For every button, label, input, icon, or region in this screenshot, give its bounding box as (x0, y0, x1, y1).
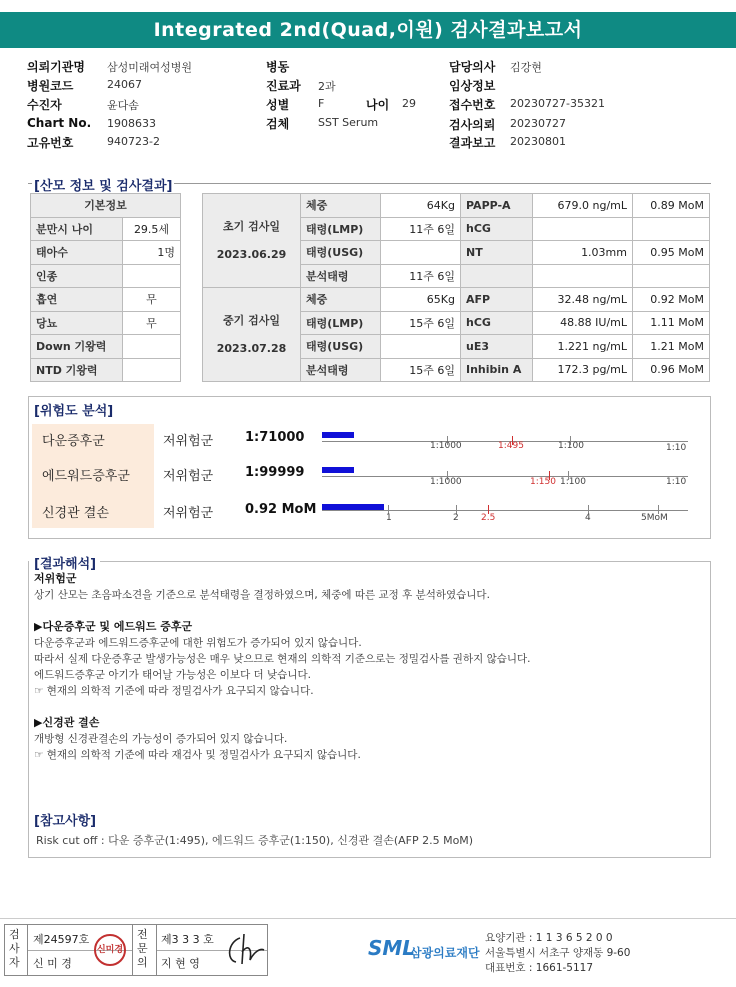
request-value: 20230727 (510, 117, 566, 130)
edwards-axis (322, 476, 688, 477)
org-code: 요양기관 : 1 1 3 6 5 2 0 0 (485, 932, 613, 944)
sex-label: 성별 (266, 98, 290, 112)
specimen-value: SST Serum (318, 116, 379, 129)
basic-info-title: 기본정보 (31, 194, 181, 218)
maternal-section-title: [산모 정보 및 검사결과] (32, 175, 174, 194)
code-value: 24067 (107, 78, 142, 91)
edwards-syndrome-label: 에드워드증후군 (42, 469, 130, 484)
table-row: 태령(LMP) 11주 6일 hCG (203, 217, 710, 241)
doctor-label: 담당의사 (449, 60, 496, 74)
down-bar (322, 432, 354, 438)
receipt-value: 20230727-35321 (510, 97, 605, 110)
ntd-tick-4: 4 (585, 513, 591, 523)
edwards-value: 1:99999 (245, 465, 305, 480)
down-tick-1000: 1:1000 (430, 441, 462, 451)
receipt-label: 접수번호 (449, 98, 496, 112)
down-value: 1:71000 (245, 430, 305, 445)
edwards-group: 저위험군 (163, 469, 214, 484)
reference-text: Risk cut off : 다운 증후군(1:495), 에드워드 증후군(1:150), 신경관 결손(AFP 2.5 MoM) (36, 834, 474, 847)
down-tick-cutoff: 1:495 (498, 441, 524, 451)
interp-group: 저위험군 (34, 572, 77, 585)
sex-value: F (318, 97, 325, 110)
table-row: 태아수 1명 (31, 241, 181, 265)
edwards-tick-cutoff: 1:150 (530, 477, 556, 487)
ntd-bar (322, 504, 384, 510)
ntd-value: 0.92 MoM (245, 502, 317, 517)
ntd-tick-cutoff: 2.5 (481, 513, 496, 523)
age-value: 29 (402, 97, 416, 110)
table-row: 당뇨 무 (31, 311, 181, 335)
hospital-label: 의뢰기관명 (27, 60, 85, 74)
down-tick-100: 1:100 (558, 441, 584, 451)
patient-value: 윤다솜 (107, 99, 139, 112)
doctor-value: 김강현 (510, 61, 542, 74)
table-row: 분석태령 15주 6일 Inhibin A 172.3 pg/mL 0.96 MoM (203, 358, 710, 382)
table-row: 분만시 나이 29.5세 (31, 217, 181, 241)
table-row: 태령(USG) NT 1.03mm 0.95 MoM (203, 241, 710, 265)
report-title: Integrated 2nd(Quad,이원) 검사결과보고서 (0, 12, 736, 48)
approver-name: 지 현 영 (161, 957, 200, 970)
edwards-tick-100: 1:100 (560, 477, 586, 487)
hospital-value: 삼성미래여성병원 (107, 61, 193, 74)
interp-sub2: ▶신경관 결손 (34, 716, 100, 729)
test-result-table (202, 193, 710, 382)
ntd-tick-2: 2 (453, 513, 459, 523)
ntd-group: 저위험군 (163, 506, 214, 521)
chart-label: Chart No. (27, 116, 92, 130)
approver-label: 전문의 (137, 928, 148, 969)
tester-no: 제24597호 (33, 933, 90, 946)
down-tick-10: 1:10 (666, 443, 687, 453)
tester-stamp: 신미경 (94, 934, 126, 966)
ntd-label: 신경관 결손 (42, 506, 109, 521)
edwards-tick-10: 1:10 (666, 477, 687, 487)
first-test-cell: 초기 검사일 2023.06.29 (203, 194, 301, 288)
patient-label: 수진자 (27, 98, 62, 112)
dept-value: 2과 (318, 80, 336, 93)
sml-logo: SML (368, 936, 416, 960)
down-syndrome-label: 다운증후군 (42, 434, 105, 449)
clinical-label: 임상정보 (449, 79, 496, 93)
table-row: 흡연 무 (31, 288, 181, 312)
approver-no: 제3 3 3 호 (161, 933, 214, 946)
reference-section-title: [참고사항] (32, 810, 98, 829)
interp-sub1: ▶다운증후군 및 에드워드 증후군 (34, 620, 193, 633)
table-row: 분석태령 11주 6일 (203, 264, 710, 288)
ward-label: 병동 (266, 60, 290, 74)
ntd-axis (322, 510, 688, 511)
edwards-tick-1000: 1:1000 (430, 477, 462, 487)
request-label: 검사의뢰 (449, 118, 496, 132)
approver-signature-icon (222, 930, 266, 970)
code-label: 병원코드 (27, 79, 74, 93)
table-row: NTD 기왕력 (31, 358, 181, 382)
ntd-tick-1: 1 (386, 513, 392, 523)
age-label: 나이 (366, 98, 390, 112)
org-address: 서울특별시 서초구 양재동 9-60 (485, 947, 631, 959)
risk-section-title: [위험도 분석] (32, 400, 115, 419)
interp-section-title: [결과해석] (32, 553, 98, 572)
chart-value: 1908633 (107, 117, 156, 130)
dept-label: 진료과 (266, 79, 301, 93)
report-date-value: 20230801 (510, 135, 566, 148)
uid-value: 940723-2 (107, 135, 160, 148)
tester-name: 신 미 경 (33, 957, 72, 970)
edwards-bar (322, 467, 354, 473)
table-row: 초기 검사일 2023.06.29 체중 64Kg PAPP-A 679.0 ng/mL 0.89 MoM (203, 194, 710, 218)
org-name: 삼광의료재단 (410, 946, 480, 960)
specimen-label: 검체 (266, 117, 290, 131)
ntd-tick-5: 5MoM (641, 513, 668, 523)
interp-text: 저위험군 상기 산모는 초음파소견을 기준으로 분석태령을 결정하였으며, 체중에 따른 교정 후 분석하였습니다. ▶다운증후군 및 에드워드 증후군 다운증후군과 에드워드증후군에 대한 위험도가 증가되어 있지 않습니다. 따라서 실제 다운증후군 발생가능성은 매우 낮으므로 현재의 의학적 기준으로는 정밀검사를 권하지 않습니다. 에드워드증후군 아기가 태어날 가능성은 이보다 더 낮습니다. ☞ 현재의 의학적 기준에 따라 정밀검사가 요구되지 않습니다. ▶신경관 결손 개방형 신경관결손의 가능성이 증가되어 있지 않습니다. ☞ 현재의 의학적 기준에 따라 재검사 및 정밀검사가 요구되지 않습니다. (34, 572, 531, 761)
uid-label: 고유번호 (27, 136, 74, 150)
basic-info-table (30, 193, 181, 382)
table-row: Down 기왕력 (31, 335, 181, 359)
tester-label: 검사자 (9, 928, 20, 969)
org-phone: 대표번호 : 1661-5117 (485, 962, 594, 974)
report-date-label: 결과보고 (449, 136, 496, 150)
table-row: 태령(LMP) 15주 6일 hCG 48.88 IU/mL 1.11 MoM (203, 311, 710, 335)
down-group: 저위험군 (163, 434, 214, 449)
table-row: 태령(USG) uE3 1.221 ng/mL 1.21 MoM (203, 335, 710, 359)
second-test-cell: 중기 검사일 2023.07.28 (203, 288, 301, 382)
table-row: 중기 검사일 2023.07.28 체중 65Kg AFP 32.48 ng/mL 0.92 MoM (203, 288, 710, 312)
table-row: 인종 (31, 264, 181, 288)
